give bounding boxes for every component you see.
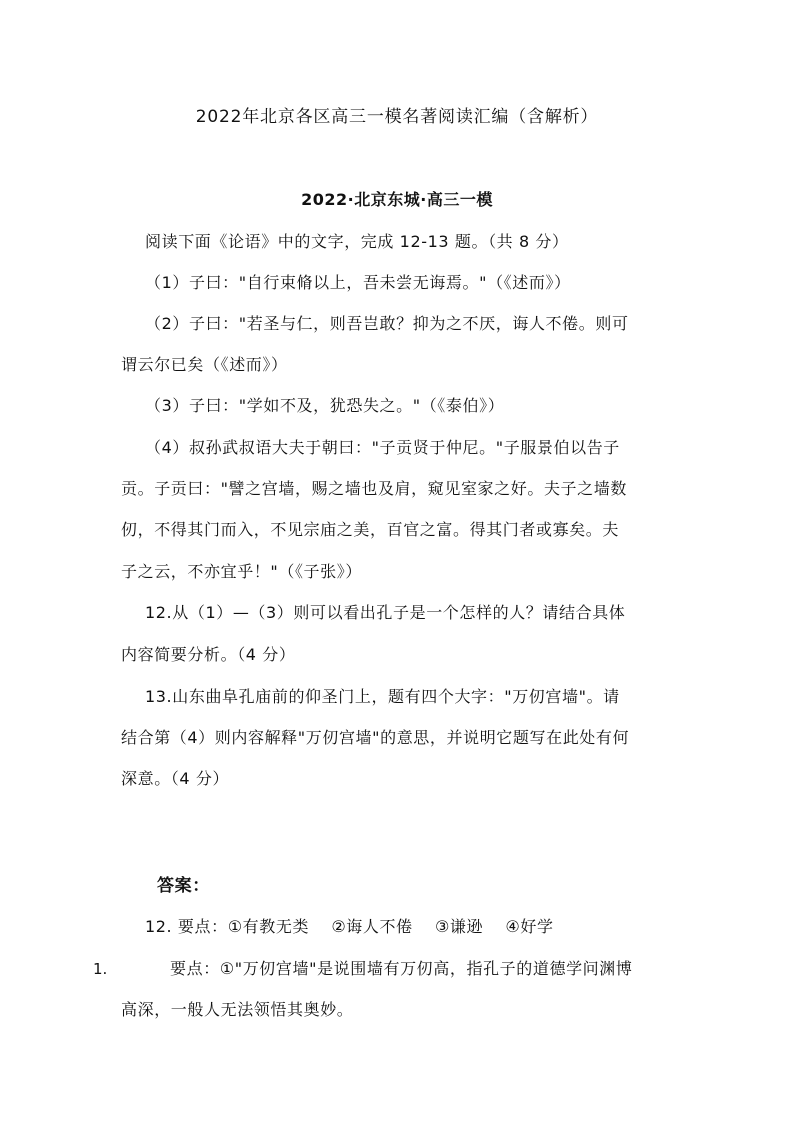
- question-13-line-2: 结合第（4）则内容解释"万仞宫墙"的意思，并说明它题写在此处有何: [121, 728, 630, 747]
- question-13-line-1: 13.山东曲阜孔庙前的仰圣门上，题有四个大字："万仞宫墙"。请: [145, 687, 620, 706]
- passage-4-line-1: （4）叔孙武叔语大夫于朝曰："子贡贤于仲尼。"子服景伯以告子: [145, 438, 620, 457]
- section-title: 2022·北京东城·高三一模: [301, 190, 493, 209]
- question-13-line-3: 深意。（4 分）: [121, 769, 230, 788]
- answer-heading: 答案：: [157, 876, 210, 896]
- list-number: 1.: [93, 960, 108, 978]
- passage-2-line-1: （2）子曰："若圣与仁，则吾岂敢？抑为之不厌，诲人不倦。则可: [145, 314, 629, 333]
- answer-13-line-1: 要点：①"万仞宫墙"是说围墙有万仞高，指孔子的道德学问渊博: [170, 959, 633, 978]
- answer-12: 12. 要点：①有教无类 ②诲人不倦 ③谦逊 ④好学: [145, 917, 554, 936]
- document-title: 2022年北京各区高三一模名著阅读汇编（含解析）: [195, 107, 599, 127]
- passage-4-line-2: 贡。子贡曰："譬之宫墙，赐之墙也及肩，窥见室家之好。夫子之墙数: [121, 479, 627, 498]
- passage-2-line-2: 谓云尔已矣（《述而》）: [121, 355, 288, 374]
- reading-intro: 阅读下面《论语》中的文字，完成 12-13 题。（共 8 分）: [145, 232, 569, 251]
- passage-4-line-4: 子之云，不亦宜乎！"（《子张》）: [121, 562, 362, 581]
- passage-1: （1）子曰："自行束脩以上，吾未尝无诲焉。"（《述而》）: [145, 273, 571, 292]
- passage-4-line-3: 仞，不得其门而入，不见宗庙之美，百官之富。得其门者或寡矣。夫: [121, 520, 620, 539]
- question-12-line-1: 12.从（1）—（3）则可以看出孔子是一个怎样的人？请结合具体: [145, 603, 626, 622]
- question-12-line-2: 内容简要分析。（4 分）: [121, 645, 296, 664]
- passage-3: （3）子曰："学如不及，犹恐失之。"（《泰伯》）: [145, 396, 505, 415]
- answer-13-line-2: 高深，一般人无法领悟其奥妙。: [121, 1000, 354, 1019]
